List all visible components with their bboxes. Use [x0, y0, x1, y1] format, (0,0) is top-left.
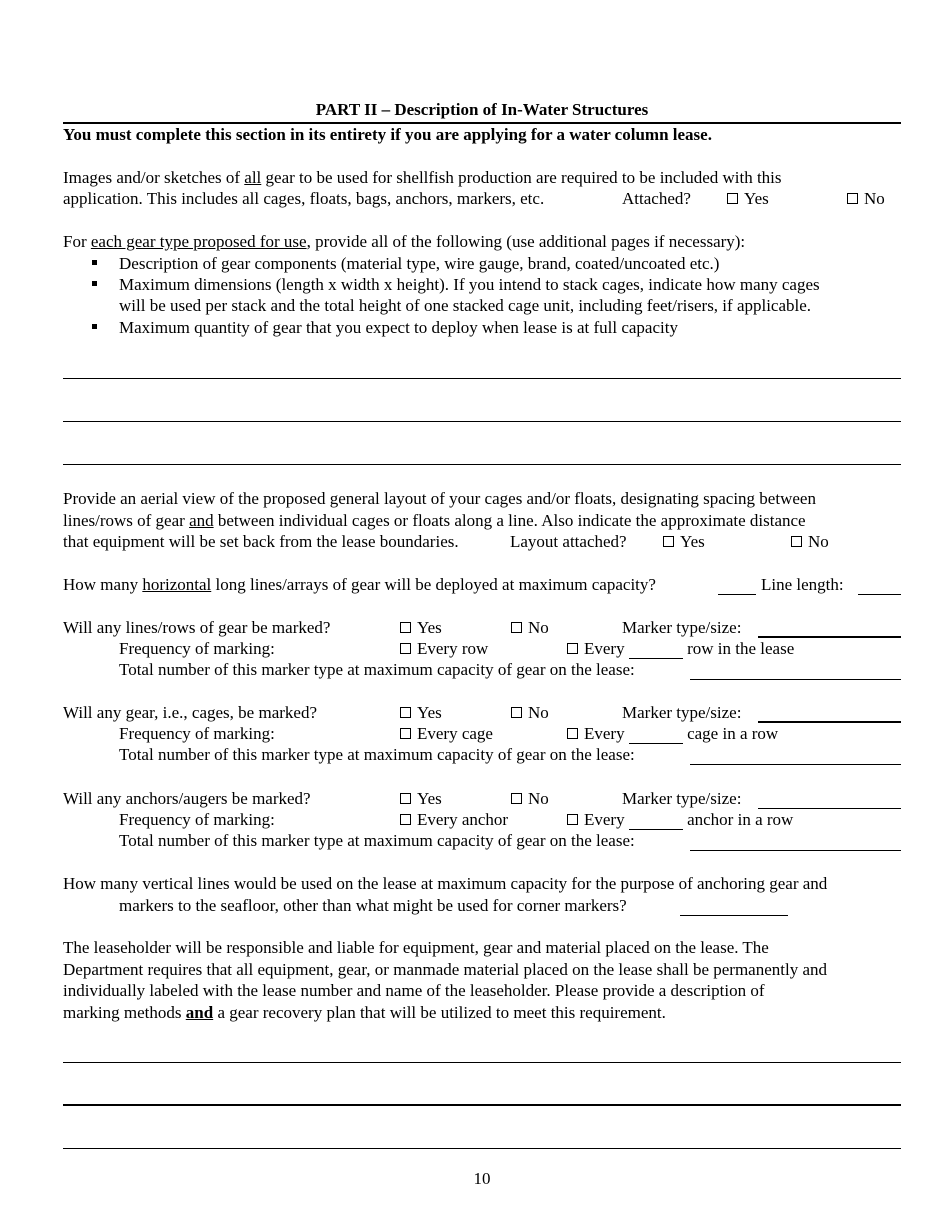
checkbox-icon[interactable]: [511, 793, 522, 804]
lines-freq-n-field[interactable]: [629, 642, 683, 659]
checkbox-icon[interactable]: [400, 814, 411, 825]
attached-no-option[interactable]: No: [847, 188, 885, 209]
gear-marker-type-field[interactable]: [758, 702, 901, 723]
lines-marked-no[interactable]: No: [511, 617, 549, 638]
checkbox-icon[interactable]: [847, 193, 858, 204]
checkbox-icon[interactable]: [400, 728, 411, 739]
anchors-total-label: Total number of this marker type at maximum capacity of gear on the lease:: [119, 831, 635, 850]
marking-answer-line-1[interactable]: [63, 1062, 901, 1063]
checkbox-icon[interactable]: [511, 622, 522, 633]
anchors-frequency-label: Frequency of marking:: [119, 810, 275, 829]
layout-attached-label: Layout attached?: [510, 532, 627, 551]
gear-answer-line-3[interactable]: [63, 464, 901, 465]
liability-line1: The leaseholder will be responsible and liable for equipment, gear and material placed on the lease. The: [63, 938, 769, 957]
vertical-count-field[interactable]: [680, 895, 788, 916]
aerial-text-line3: that equipment will be set back from the lease boundaries.: [63, 532, 459, 551]
checkbox-icon[interactable]: [400, 643, 411, 654]
vertical-question-line2: markers to the seafloor, other than what might be used for corner markers?: [119, 896, 627, 915]
anchors-marker-type-label: Marker type/size:: [622, 789, 742, 808]
lines-total-field[interactable]: [690, 659, 901, 680]
anchors-marked-question: Will any anchors/augers be marked?: [63, 789, 311, 808]
section-instruction: You must complete this section in its entirety if you are applying for a water column lease.: [63, 125, 712, 144]
gear-freq-every-cage[interactable]: Every cage: [400, 723, 493, 744]
lines-marker-type-label: Marker type/size:: [622, 618, 742, 637]
anchors-marker-type-field[interactable]: [758, 788, 901, 809]
horizontal-question: How many horizontal long lines/arrays of gear will be deployed at maximum capacity?: [63, 575, 656, 594]
checkbox-icon[interactable]: [511, 707, 522, 718]
lines-frequency-label: Frequency of marking:: [119, 639, 275, 658]
bullet-icon: [92, 281, 97, 286]
gear-frequency-label: Frequency of marking:: [119, 724, 275, 743]
aerial-text-line1: Provide an aerial view of the proposed general layout of your cages and/or floats, designating spacing between: [63, 489, 816, 508]
checkbox-icon[interactable]: [567, 728, 578, 739]
gear-freq-n-field[interactable]: [629, 727, 683, 744]
gear-marker-type-label: Marker type/size:: [622, 703, 742, 722]
lines-freq-every-n[interactable]: Every row in the lease: [567, 638, 794, 659]
checkbox-icon[interactable]: [567, 814, 578, 825]
gear-marked-no[interactable]: No: [511, 702, 549, 723]
gear-bullet-3: Maximum quantity of gear that you expect to deploy when lease is at full capacity: [119, 318, 678, 337]
checkbox-icon[interactable]: [727, 193, 738, 204]
gear-answer-line-2[interactable]: [63, 421, 901, 422]
gear-marked-question: Will any gear, i.e., cages, be marked?: [63, 703, 317, 722]
liability-line2: Department requires that all equipment, gear, or manmade material placed on the lease shall be permanently and: [63, 960, 828, 979]
checkbox-icon[interactable]: [567, 643, 578, 654]
gear-answer-line-1[interactable]: [63, 378, 901, 379]
vertical-question-line1: How many vertical lines would be used on the lease at maximum capacity for the purpose of anchoring gear and: [63, 874, 828, 893]
anchors-freq-every-anchor[interactable]: Every anchor: [400, 809, 508, 830]
gear-bullet-2b: will be used per stack and the total height of one stacked cage unit, including feet/risers, if applicable.: [119, 296, 812, 315]
line-length-label: Line length:: [761, 575, 844, 594]
attached-label: Attached?: [622, 189, 691, 208]
anchors-marked-yes[interactable]: Yes: [400, 788, 442, 809]
checkbox-icon[interactable]: [400, 793, 411, 804]
anchors-freq-every-n[interactable]: Every anchor in a row: [567, 809, 793, 830]
lines-freq-every-row[interactable]: Every row: [400, 638, 488, 659]
images-text-line2: application. This includes all cages, floats, bags, anchors, markers, etc.: [63, 189, 545, 208]
lines-marked-yes[interactable]: Yes: [400, 617, 442, 638]
gear-bullet-1: Description of gear components (material type, wire gauge, brand, coated/uncoated etc.): [119, 254, 720, 273]
anchors-marked-no[interactable]: No: [511, 788, 549, 809]
gear-total-label: Total number of this marker type at maximum capacity of gear on the lease:: [119, 745, 635, 764]
page-number: 10: [473, 1169, 491, 1188]
liability-line4: marking methods and a gear recovery plan that will be utilized to meet this requirement.: [63, 1003, 666, 1022]
gear-bullet-2a: Maximum dimensions (length x width x height). If you intend to stack cages, indicate how many cages: [119, 275, 820, 294]
page-title: PART II – Description of In-Water Structures: [315, 100, 649, 119]
lines-total-label: Total number of this marker type at maximum capacity of gear on the lease:: [119, 660, 635, 679]
anchors-freq-n-field[interactable]: [629, 813, 683, 830]
lines-marker-type-field[interactable]: [758, 617, 901, 638]
attached-yes-option[interactable]: Yes: [727, 188, 769, 209]
anchors-total-field[interactable]: [690, 830, 901, 851]
layout-yes-option[interactable]: Yes: [663, 531, 705, 552]
gear-freq-every-n[interactable]: Every cage in a row: [567, 723, 778, 744]
marking-answer-line-3[interactable]: [63, 1148, 901, 1149]
bullet-icon: [92, 324, 97, 329]
aerial-text-line2: lines/rows of gear and between individual cages or floats along a line. Also indicate the approximate distance: [63, 511, 806, 530]
line-length-field[interactable]: [858, 574, 901, 595]
lines-marked-question: Will any lines/rows of gear be marked?: [63, 618, 331, 637]
liability-line3: individually labeled with the lease number and name of the leaseholder. Please provide a description of: [63, 981, 765, 1000]
marking-answer-line-2[interactable]: [63, 1104, 901, 1106]
checkbox-icon[interactable]: [400, 707, 411, 718]
gear-intro: For each gear type proposed for use, provide all of the following (use additional pages if necessary):: [63, 232, 746, 251]
checkbox-icon[interactable]: [791, 536, 802, 547]
bullet-icon: [92, 260, 97, 265]
gear-marked-yes[interactable]: Yes: [400, 702, 442, 723]
horizontal-count-field[interactable]: [718, 574, 756, 595]
checkbox-icon[interactable]: [400, 622, 411, 633]
gear-total-field[interactable]: [690, 744, 901, 765]
layout-no-option[interactable]: No: [791, 531, 829, 552]
checkbox-icon[interactable]: [663, 536, 674, 547]
images-text-line1: Images and/or sketches of all gear to be used for shellfish production are required to be included with this: [63, 168, 782, 187]
